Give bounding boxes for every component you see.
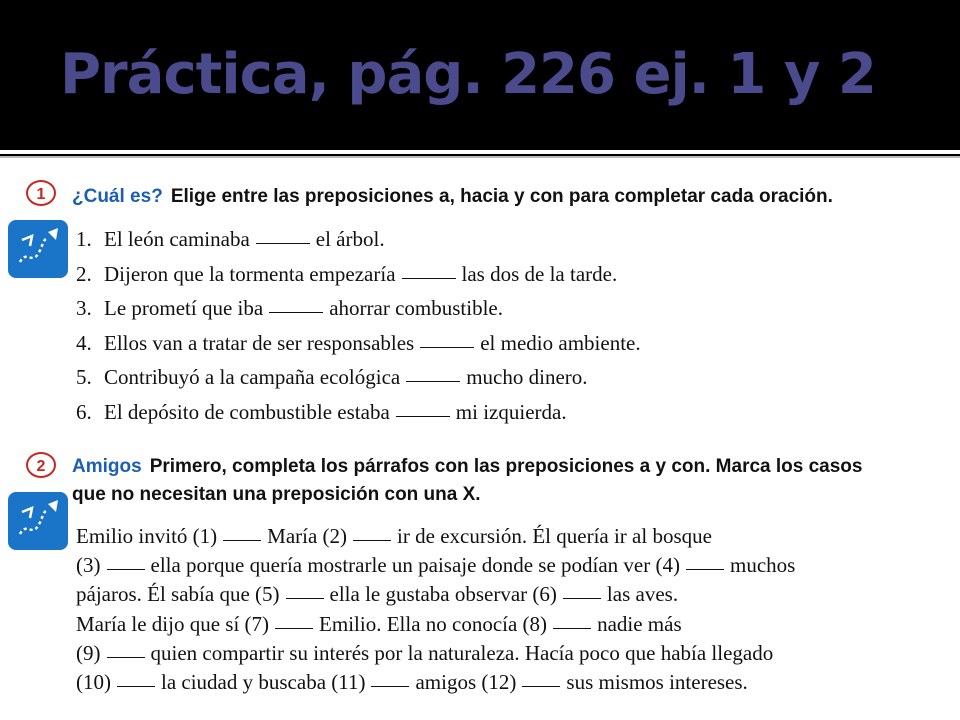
writing-activity-icon	[8, 492, 68, 550]
heading-bold: con	[529, 186, 564, 207]
paragraph-text: Emilio invitó (1)	[76, 524, 218, 548]
heading-text: Primero, completa los párrafos con las preposiciones	[149, 456, 640, 477]
item-text: Contribuyó a la campaña ecológica	[104, 365, 401, 390]
item-text: El depósito de combustible estaba	[104, 399, 390, 424]
paragraph-text: (3)	[76, 553, 101, 578]
exercise-1-items	[76, 222, 641, 430]
answer-blank[interactable]	[406, 380, 460, 382]
heading-text: para completar cada oración.	[563, 186, 833, 207]
paragraph-text: nadie más	[597, 611, 682, 636]
item-text: Le prometí que iba	[104, 296, 264, 321]
exercise-1-heading	[72, 186, 833, 208]
list-item	[76, 291, 641, 326]
paragraph-text: muchos	[729, 553, 796, 578]
list-item	[76, 360, 641, 395]
paragraph-line	[76, 639, 795, 668]
answer-blank[interactable]	[275, 627, 313, 629]
answer-blank[interactable]	[269, 311, 323, 313]
answer-blank[interactable]	[402, 277, 456, 279]
item-number: 2.	[76, 261, 92, 286]
heading-text: Marca los casos	[710, 456, 863, 477]
heading-bold: X.	[462, 484, 481, 505]
answer-blank[interactable]	[286, 597, 324, 599]
exercise-2-paragraph	[76, 522, 795, 697]
answer-blank[interactable]	[371, 685, 409, 687]
heading-bold: a, hacia	[439, 186, 509, 207]
paragraph-line	[76, 610, 795, 639]
list-item	[76, 326, 641, 361]
paragraph-text: (9)	[76, 640, 101, 665]
item-text: el medio ambiente.	[480, 330, 641, 355]
item-number: 4.	[76, 330, 92, 355]
answer-blank[interactable]	[553, 627, 591, 629]
item-text: El león caminaba	[104, 227, 250, 251]
answer-blank[interactable]	[223, 539, 261, 541]
item-text: el árbol.	[315, 227, 385, 251]
paragraph-line	[76, 580, 795, 609]
answer-blank[interactable]	[353, 539, 391, 541]
writing-activity-icon	[8, 220, 68, 278]
paragraph-text: María (2)	[267, 524, 348, 548]
heading-text: y	[508, 186, 530, 207]
paragraph-text: las aves.	[606, 582, 679, 607]
item-number: 5.	[76, 365, 92, 390]
item-number: 1.	[76, 227, 92, 251]
paragraph-text: la ciudad y buscaba (11)	[161, 669, 366, 694]
paragraph-text: (10)	[76, 669, 111, 694]
item-number: 3.	[76, 296, 92, 321]
heading-text: Elige entre las preposiciones	[170, 186, 440, 207]
divider-line	[0, 150, 960, 154]
exercise-1-number: 1	[26, 180, 56, 206]
answer-blank[interactable]	[420, 346, 474, 348]
answer-blank[interactable]	[256, 242, 310, 244]
heading-text: y	[650, 456, 672, 477]
answer-blank[interactable]	[522, 685, 560, 687]
item-text: ahorrar combustible.	[329, 296, 503, 321]
paragraph-text: ella porque quería mostrarle un paisaje donde se podían ver (4)	[150, 553, 680, 578]
exercise-2-label: Amigos	[72, 456, 142, 477]
paragraph-text: ella le gustaba observar (6)	[329, 582, 557, 607]
paragraph-text: quien compartir su interés por la naturaleza. Hacía poco que había llegado	[150, 640, 774, 665]
paragraph-text: sus mismos intereses.	[566, 669, 748, 694]
list-item	[76, 257, 641, 292]
item-text: mucho dinero.	[466, 365, 588, 390]
exercise-2-number: 2	[26, 452, 56, 478]
paragraph-text: Emilio. Ella no conocía (8)	[319, 611, 548, 636]
paragraph-text: amigos (12)	[415, 669, 517, 694]
answer-blank[interactable]	[686, 568, 724, 570]
exercise-2-heading-line1	[72, 456, 862, 478]
answer-blank[interactable]	[107, 568, 145, 570]
paragraph-text: pájaros. Él sabía que (5)	[76, 582, 280, 607]
paragraph-line	[76, 551, 795, 580]
answer-blank[interactable]	[117, 685, 155, 687]
list-item	[76, 222, 641, 257]
answer-blank[interactable]	[396, 415, 450, 417]
paragraph-line	[76, 668, 795, 697]
answer-blank[interactable]	[563, 597, 601, 599]
item-text: mi izquierda.	[455, 399, 567, 424]
heading-text: que no necesitan una preposición con una	[72, 484, 463, 505]
item-text: Dijeron que la tormenta empezaría	[104, 261, 396, 286]
paragraph-text: María le dijo que sí (7)	[76, 611, 270, 636]
heading-bold: con.	[671, 456, 711, 477]
list-item	[76, 395, 641, 430]
paragraph-text: ir de excursión. Él quería ir al bosque	[397, 524, 712, 548]
slide-title: Práctica, pág. 226 ej. 1 y 2	[60, 42, 876, 107]
exercise-1-label: ¿Cuál es?	[72, 186, 163, 207]
item-text: Ellos van a tratar de ser responsables	[104, 330, 415, 355]
item-number: 6.	[76, 399, 92, 424]
answer-blank[interactable]	[107, 656, 145, 658]
paragraph-line	[76, 522, 795, 551]
heading-bold: a	[639, 456, 651, 477]
exercise-2-heading-line2	[72, 484, 481, 506]
item-text: las dos de la tarde.	[461, 261, 618, 286]
